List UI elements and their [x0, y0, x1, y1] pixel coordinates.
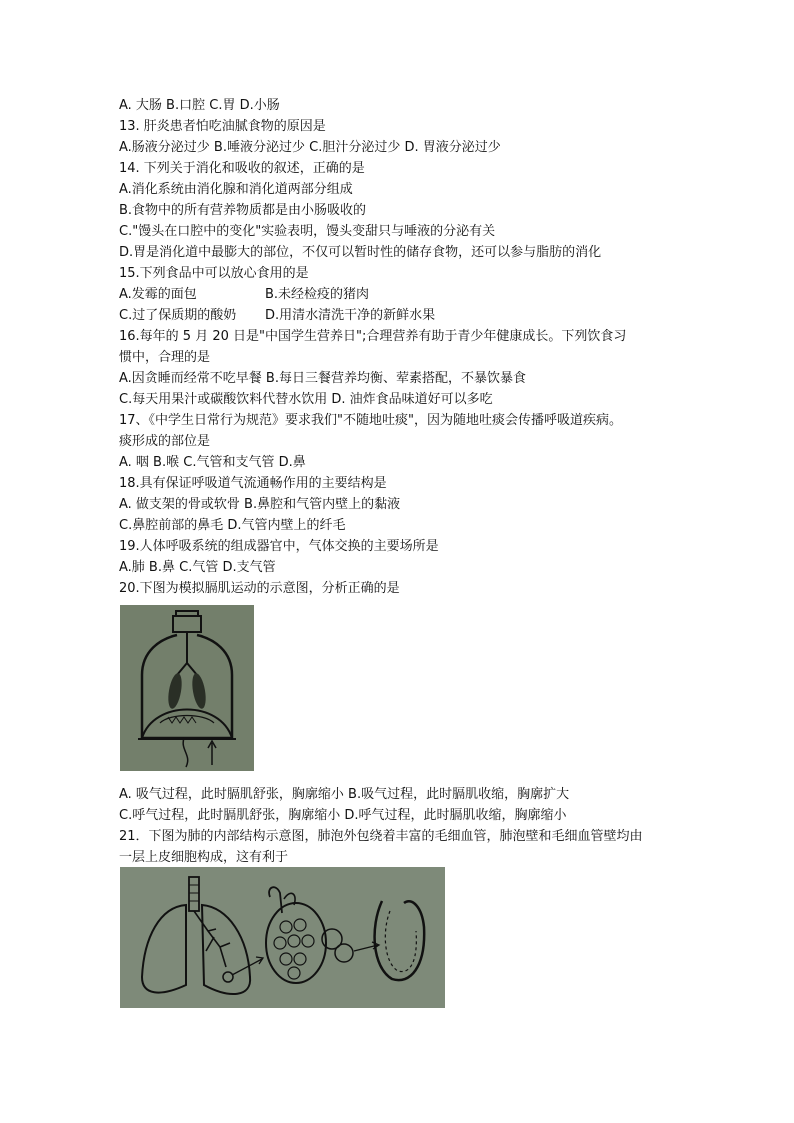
q13-options: A.肠液分泌过少 B.唾液分泌过少 C.胆汁分泌过少 D. 胃液分泌过少 [119, 140, 501, 155]
q15-option-b: B.未经检疫的猪肉 [265, 287, 370, 302]
q20-options-ab: A. 吸气过程，此时膈肌舒张，胸廓缩小 B.吸气过程，此时膈肌收缩，胸廓扩大 [119, 787, 570, 802]
lung-structure-figure [120, 867, 445, 1008]
q19-options: A.肺 B.鼻 C.气管 D.支气管 [119, 560, 276, 575]
q17-options: A. 咽 B.喉 C.气管和支气管 D.鼻 [119, 455, 306, 470]
q15-options-row2 [119, 307, 435, 325]
q21-stem-cont: 一层上皮细胞构成，这有利于 [119, 850, 289, 865]
q15-option-c: C.过了保质期的酸奶 [119, 308, 237, 323]
q19-stem: 19.人体呼吸系统的组成器官中，气体交换的主要场所是 [119, 539, 439, 554]
q18-options-cd: C.鼻腔前部的鼻毛 D.气管内壁上的纤毛 [119, 518, 346, 533]
q16-stem-cont: 惯中，合理的是 [119, 350, 211, 365]
q18-stem: 18.具有保证呼吸道气流通畅作用的主要结构是 [119, 476, 387, 491]
q21-stem: 21．下图为肺的内部结构示意图，肺泡外包绕着丰富的毛细血管，肺泡壁和毛细血管壁均由 [119, 829, 643, 844]
q16-options-cd: C.每天用果汁或碳酸饮料代替水饮用 D. 油炸食品味道好可以多吃 [119, 392, 493, 407]
q17-stem-cont: 痰形成的部位是 [119, 434, 211, 449]
q16-stem: 16.每年的 5 月 20 日是"中国学生营养日";合理营养有助于青少年健康成长。下列饮食习 [119, 329, 627, 344]
q15-option-a: A.发霉的面包 [119, 287, 197, 302]
q14-option-a: A.消化系统由消化腺和消化道两部分组成 [119, 182, 353, 197]
q17-stem: 17、《中学生日常行为规范》要求我们"不随地吐痰"，因为随地吐痰会传播呼吸道疾病。 [119, 413, 623, 428]
q14-option-b: B.食物中的所有营养物质都是由小肠吸收的 [119, 203, 367, 218]
q20-options-cd: C.呼气过程，此时膈肌舒张，胸廓缩小 D.呼气过程，此时膈肌收缩，胸廓缩小 [119, 808, 567, 823]
q15-options-row1 [119, 286, 369, 304]
q13-stem: 13. 肝炎患者怕吃油腻食物的原因是 [119, 119, 326, 134]
q15-stem: 15.下列食品中可以放心食用的是 [119, 266, 309, 281]
q16-options-ab: A.因贪睡而经常不吃早餐 B.每日三餐营养均衡、荤素搭配，不暴饮暴食 [119, 371, 526, 386]
q20-stem: 20.下图为模拟膈肌运动的示意图，分析正确的是 [119, 581, 400, 596]
bell-jar-diagram [120, 605, 254, 771]
q15-option-d: D.用清水清洗干净的新鲜水果 [265, 308, 436, 323]
lung-alveoli-diagram [120, 867, 445, 1008]
q18-options-ab: A. 做支架的骨或软骨 B.鼻腔和气管内壁上的黏液 [119, 497, 401, 512]
q14-option-d: D.胃是消化道中最膨大的部位，不仅可以暂时性的储存食物，还可以参与脂肪的消化 [119, 245, 602, 260]
q14-stem: 14. 下列关于消化和吸收的叙述，正确的是 [119, 161, 365, 176]
q14-option-c: C."馒头在口腔中的变化"实验表明，馒头变甜只与唾液的分泌有关 [119, 224, 496, 239]
diaphragm-model-figure [120, 605, 254, 771]
q12-options: A. 大肠 B.口腔 C.胃 D.小肠 [119, 98, 280, 113]
